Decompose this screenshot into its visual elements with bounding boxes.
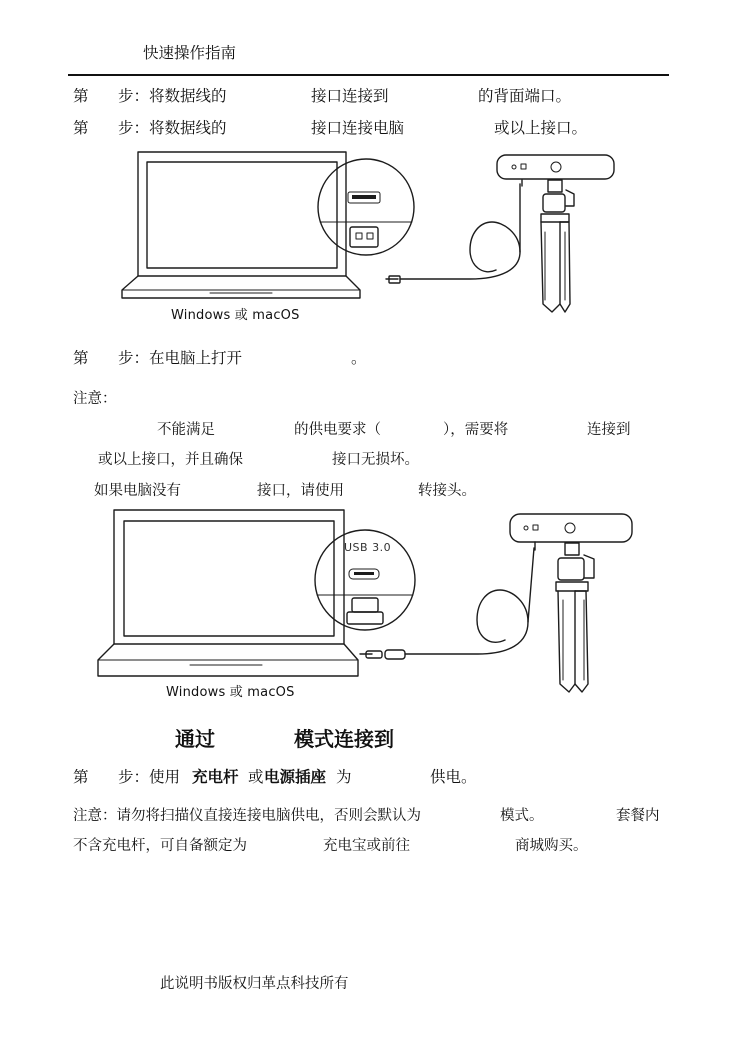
figure2-caption: Windows 或 macOS	[166, 685, 295, 700]
step4-prefix: 第	[73, 768, 89, 786]
note1-l3a: 如果电脑没有	[94, 483, 181, 499]
note2-l2c: 商城购买。	[515, 838, 588, 854]
note1-l2a: 或以上接口，并且确保	[98, 452, 243, 468]
figure1-caption: Windows 或 macOS	[171, 308, 300, 323]
section-heading-a: 通过	[175, 727, 215, 751]
step4-text3: 供电。	[430, 768, 477, 786]
note1-l3c: 转接头。	[418, 483, 476, 499]
step1-text3: 的背面端口。	[478, 87, 572, 105]
note1-label: 注意：	[73, 391, 117, 407]
step4-bold1: 充电杆	[192, 768, 239, 786]
note2-l1b: 模式。	[500, 808, 544, 824]
step4-text2: 为	[336, 768, 352, 786]
usb3-port-label: USB 3.0	[344, 541, 392, 554]
section-heading-b: 模式连接到	[294, 727, 394, 751]
note1-l1b: 的供电要求（	[294, 422, 381, 438]
copyright-footer: 此说明书版权归革点科技所有	[160, 976, 349, 992]
step4-bold2: 电源插座	[264, 768, 327, 786]
step1-text: 步：将数据线的	[118, 87, 227, 105]
step1-prefix: 第	[73, 87, 89, 105]
document-title: 快速操作指南	[143, 44, 237, 62]
note1-l3b: 接口，请使用	[257, 483, 344, 499]
step4-text: 步：使用	[118, 768, 181, 786]
note1-l1a: 不能满足	[157, 422, 215, 438]
note1-l2b: 接口无损坏。	[332, 452, 419, 468]
note1-l1d: 连接到	[587, 422, 631, 438]
note1-l1c: ），需要将	[443, 422, 509, 438]
step1-text2: 接口连接到	[311, 87, 389, 105]
step4-mid: 或	[248, 768, 264, 786]
note2-l1a: 注意：请勿将扫描仪直接连接电脑供电，否则会默认为	[73, 808, 421, 824]
step3-text: 步：在电脑上打开	[118, 349, 243, 367]
note2-l1c: 套餐内	[616, 808, 660, 824]
note2-l2a: 不含充电杆，可自备额定为	[73, 838, 247, 854]
step3-text2: 。	[351, 349, 367, 367]
step2-text3: 或以上接口。	[494, 119, 588, 137]
step2-text: 步：将数据线的	[118, 119, 227, 137]
step2-prefix: 第	[73, 119, 89, 137]
step2-text2: 接口连接电脑	[311, 119, 405, 137]
note2-l2b: 充电宝或前往	[323, 838, 410, 854]
step3-prefix: 第	[73, 349, 89, 367]
